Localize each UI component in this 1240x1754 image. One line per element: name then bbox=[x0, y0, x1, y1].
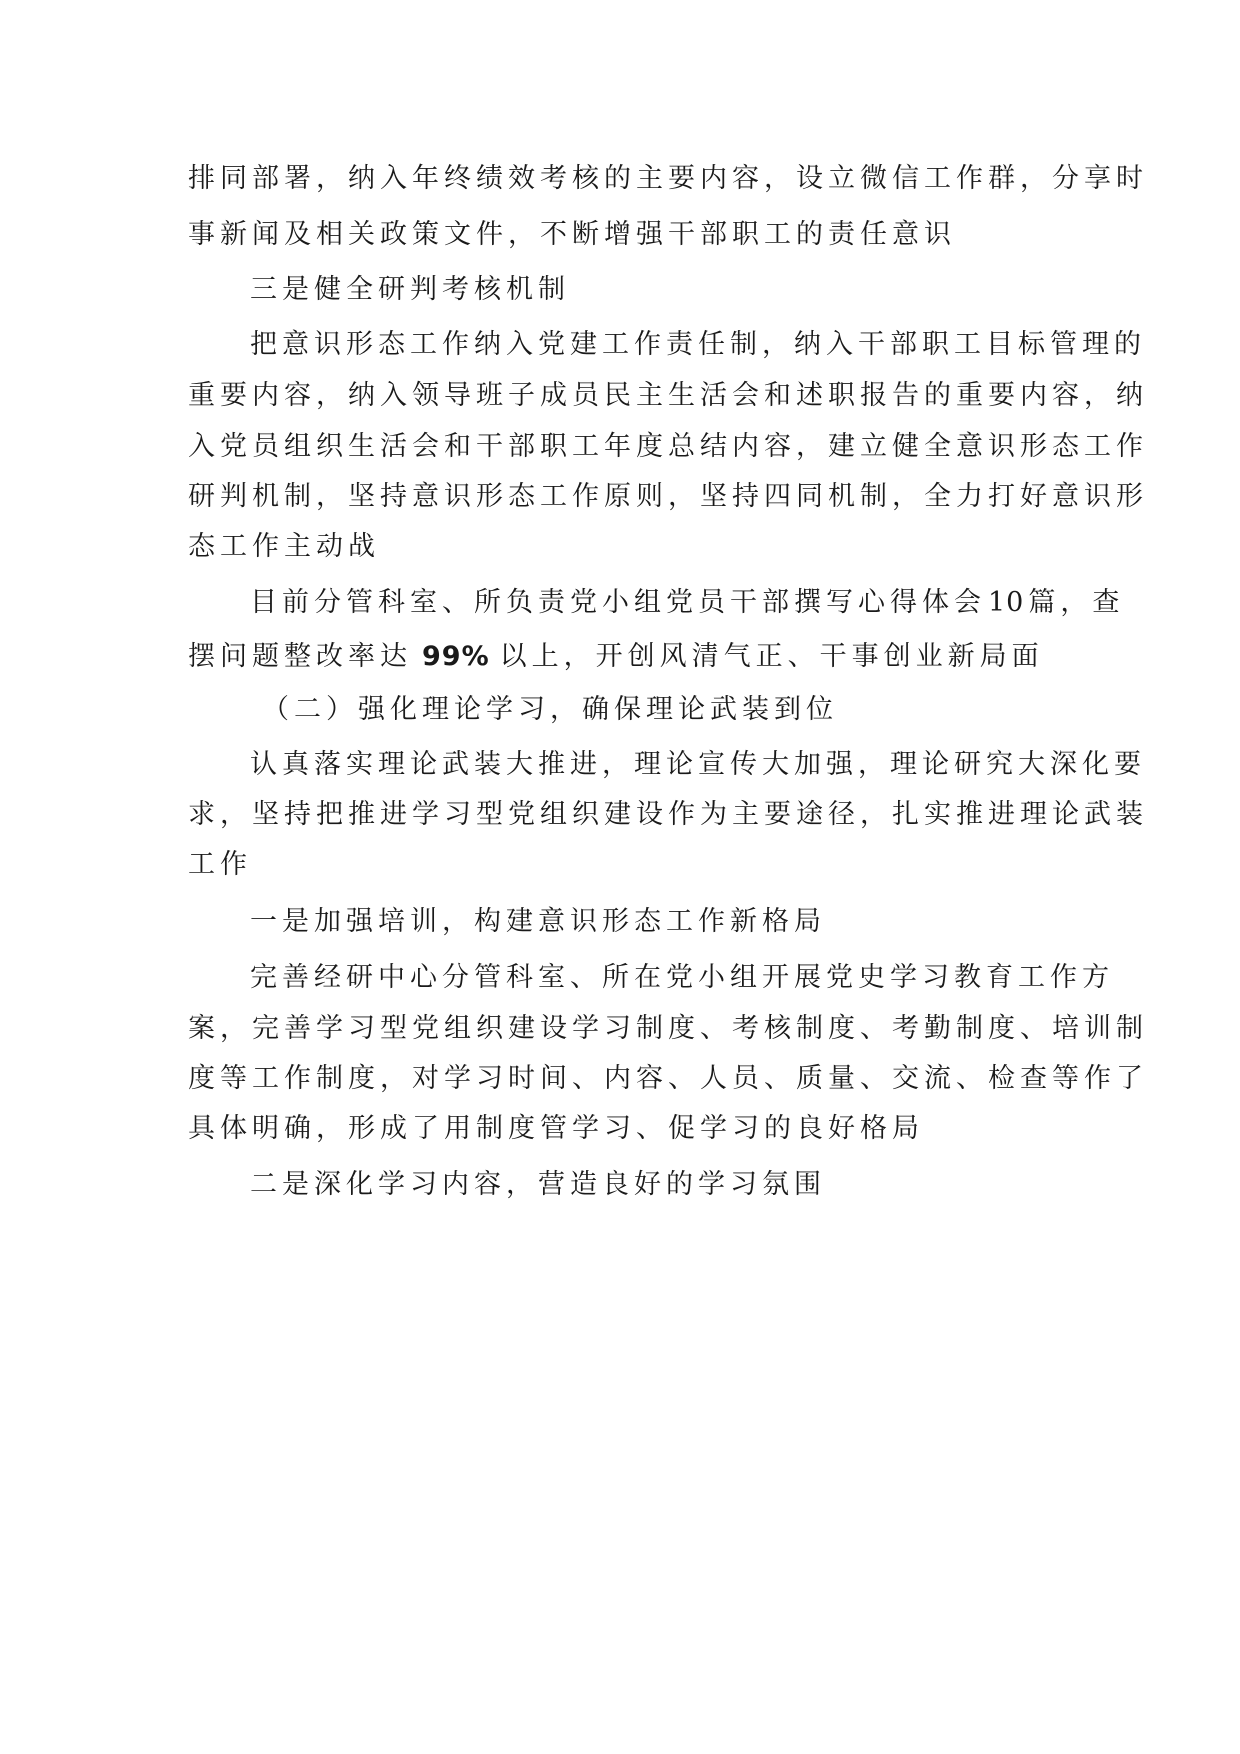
paragraph-line: 工作 bbox=[188, 849, 252, 880]
section-heading: 一是加强培训，构建意识形态工作新格局 bbox=[250, 906, 826, 937]
paragraph-line: 案，完善学习型党组织建设学习制度、考核制度、考勤制度、培训制 bbox=[188, 1013, 1148, 1044]
paragraph-line: 重要内容，纳入领导班子成员民主生活会和述职报告的重要内容，纳 bbox=[188, 380, 1148, 411]
text-segment: 摆问题整改率达 bbox=[188, 641, 412, 672]
paragraph-line: 求，坚持把推进学习型党组织建设作为主要途径，扎实推进理论武装 bbox=[188, 799, 1148, 830]
section-heading: 二是深化学习内容，营造良好的学习氛围 bbox=[250, 1169, 826, 1200]
section-heading: 三是健全研判考核机制 bbox=[250, 274, 570, 305]
paragraph-line: 事新闻及相关政策文件，不断增强干部职工的责任意识 bbox=[188, 219, 956, 250]
text-segment: 目前分管科室、所负责党小组党员干部撰写心得体会 bbox=[250, 587, 986, 618]
paragraph-line: 度等工作制度，对学习时间、内容、人员、质量、交流、检查等作了 bbox=[188, 1063, 1148, 1094]
paragraph-line: 排同部署，纳入年终绩效考核的主要内容，设立微信工作群，分享时 bbox=[188, 163, 1148, 194]
text-segment: 以上，开创风清气正、干事创业新局面 bbox=[499, 641, 1044, 672]
paragraph-line: 完善经研中心分管科室、所在党小组开展党史学习教育工作方 bbox=[250, 962, 1114, 993]
paragraph-line: 把意识形态工作纳入党建工作责任制，纳入干部职工目标管理的 bbox=[250, 329, 1146, 360]
count-number: 10 bbox=[988, 587, 1025, 618]
paragraph-line: 认真落实理论武装大推进，理论宣传大加强，理论研究大深化要 bbox=[250, 749, 1146, 780]
paragraph-line: 入党员组织生活会和干部职工年度总结内容，建立健全意识形态工作 bbox=[188, 431, 1148, 462]
paragraph-line: 研判机制，坚持意识形态工作原则，坚持四同机制，全力打好意识形 bbox=[188, 481, 1148, 512]
paragraph-line: 具体明确，形成了用制度管学习、促学习的良好格局 bbox=[188, 1113, 924, 1144]
rate-percentage: 99% bbox=[422, 641, 490, 672]
section-heading: （二）强化理论学习，确保理论武装到位 bbox=[262, 694, 838, 725]
text-segment: 篇，查 bbox=[1028, 587, 1125, 618]
paragraph-line: 态工作主动战 bbox=[188, 531, 380, 562]
paragraph-line bbox=[250, 586, 1124, 620]
paragraph-line bbox=[188, 640, 1044, 674]
